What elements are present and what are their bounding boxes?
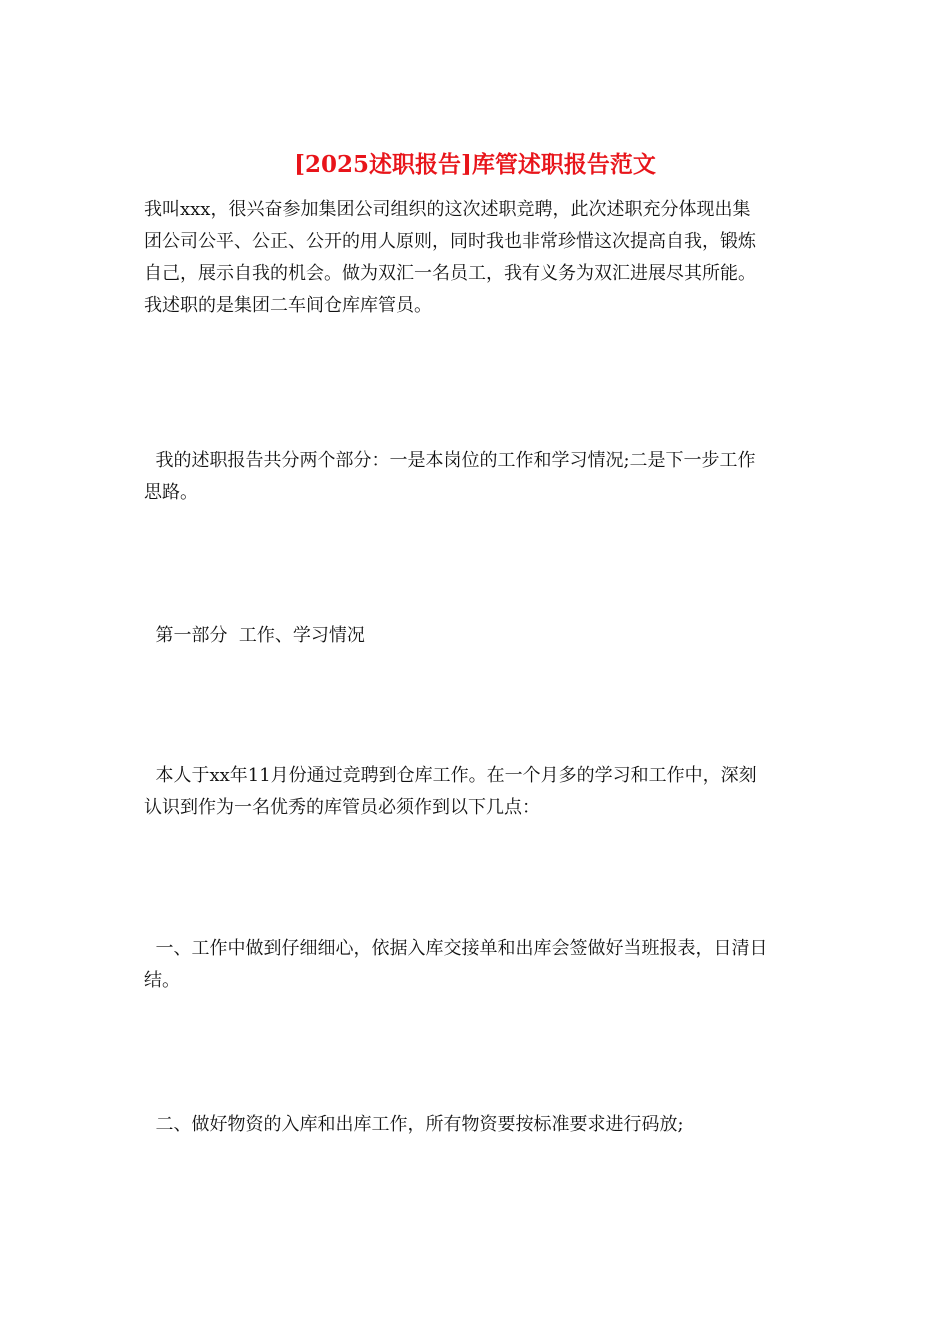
paragraph-line: 我述职的是集团二车间仓库库管员。 (144, 295, 432, 316)
paragraph-line: 我叫xxx，很兴奋参加集团公司组织的这次述职竞聘，此次述职充分体现出集 (144, 199, 751, 220)
paragraph-line: 自己，展示自我的机会。做为双汇一名员工，我有义务为双汇进展尽其所能。 (144, 263, 756, 284)
list-item-one (144, 933, 808, 997)
paragraph-line: 思路。 (144, 482, 198, 503)
paragraph-line: 二、做好物资的入库和出库工作，所有物资要按标准要求进行码放; (144, 1114, 684, 1135)
paragraph-line: 团公司公平、公正、公开的用人原则，同时我也非常珍惜这次提高自我，锻炼 (144, 231, 756, 252)
paragraph-line: 认识到作为一名优秀的库管员必须作到以下几点： (144, 797, 540, 818)
section-heading-part-one (144, 620, 808, 652)
paragraph-line: 我的述职报告共分两个部分：一是本岗位的工作和学习情况;二是下一步工作 (144, 450, 756, 471)
paragraph-line: 结。 (144, 970, 180, 991)
paragraph-intro (144, 194, 808, 322)
paragraph-work-start (144, 760, 808, 824)
paragraph-line: 一、工作中做到仔细细心，依据入库交接单和出库会签做好当班报表，日清日 (144, 938, 768, 959)
paragraph-line: 本人于xx年11月份通过竞聘到仓库工作。在一个月多的学习和工作中，深刻 (144, 765, 757, 786)
paragraph-overview (144, 445, 808, 509)
paragraph-line: 第一部分 工作、学习情况 (144, 625, 365, 646)
list-item-two (144, 1109, 808, 1141)
document-title: [2025述职报告]库管述职报告范文 (294, 151, 656, 178)
